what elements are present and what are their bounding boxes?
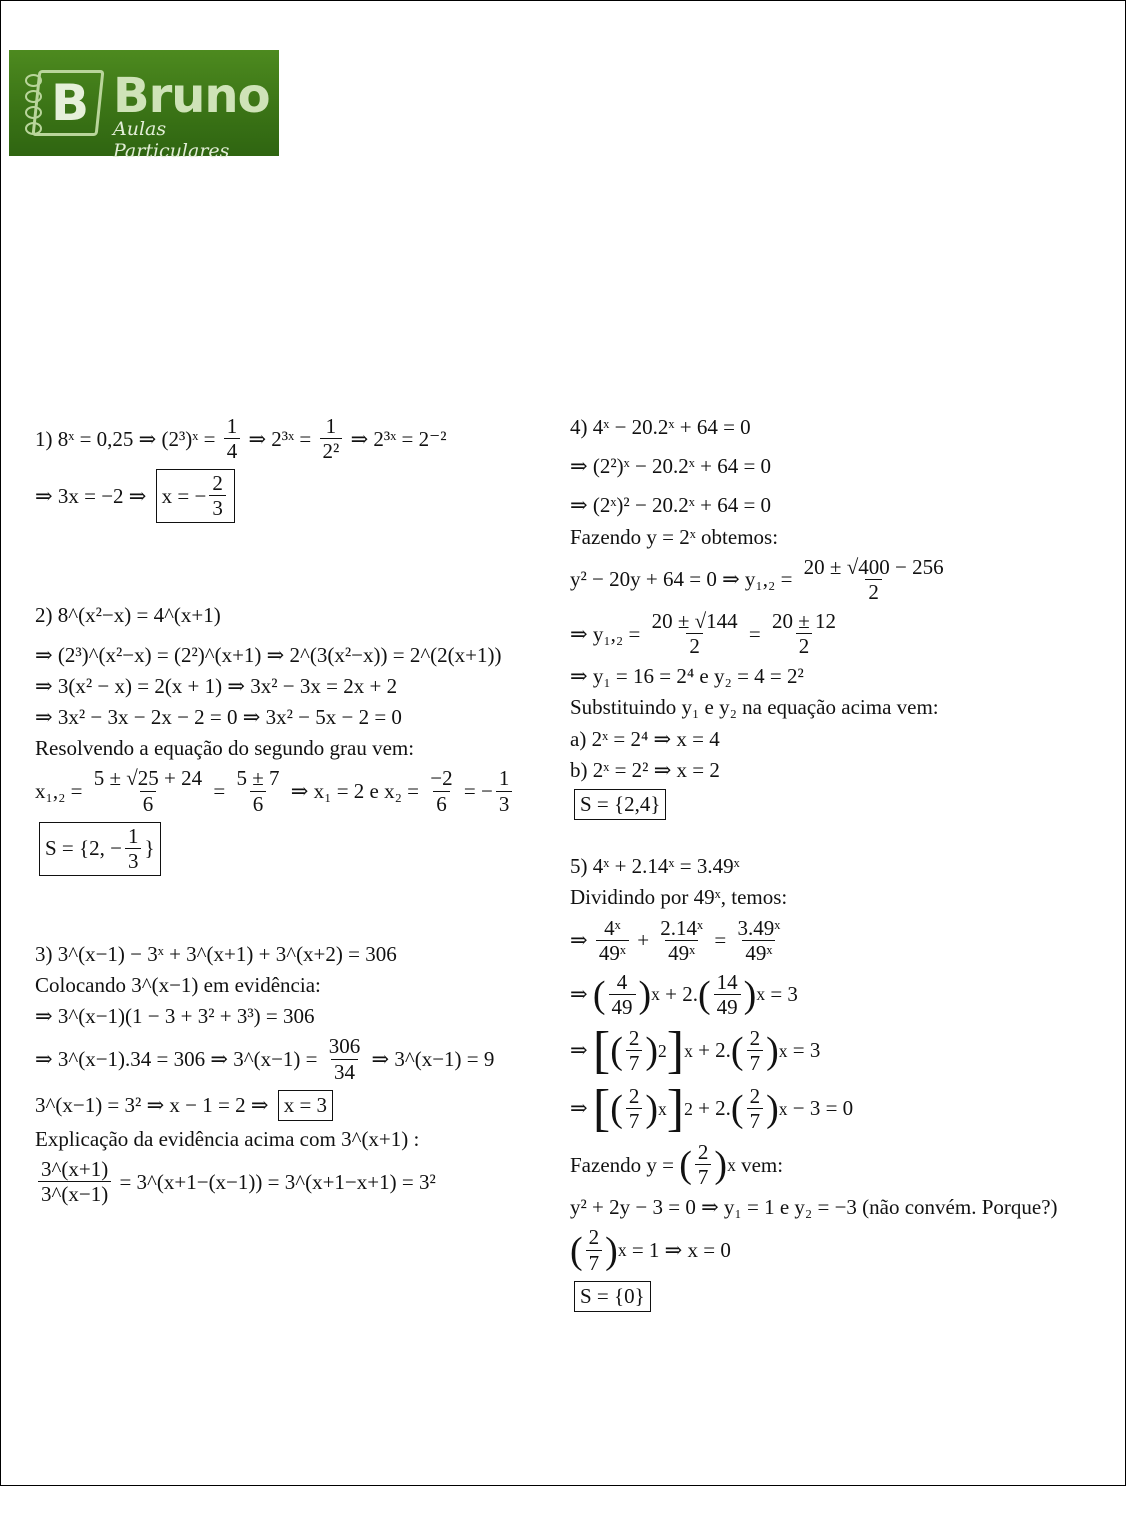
p3-line-2: Colocando 3^(x−1) em evidência: <box>35 973 321 998</box>
right-column <box>570 415 1110 1312</box>
fraction: $\frac{2}{7}$ <box>586 1226 603 1274</box>
fraction: $\frac{2}{3}$ <box>209 472 226 520</box>
fraction: $\frac{5 \pm √25 + 24}{6}$ <box>93 766 203 816</box>
p5-line-1: 5) 4ˣ + 2.14ˣ = 3.49ˣ <box>570 854 740 879</box>
fraction: $\frac{\text{3.49ˣ}}{\text{49ˣ}}$ <box>737 915 781 965</box>
p5-line-8: y² + 2y − 3 = 0 ⇒ y₁ = 1 e y₂ = −3 (não convém. Porque?) <box>570 1195 1058 1220</box>
answer-box: x = 3 <box>278 1090 333 1121</box>
p4-line-7: ⇒ y₁ = 16 = 2⁴ e y₂ = 4 = 2² <box>570 664 804 689</box>
p1-line-1: 1) 8ˣ = 0,25 ⇒ (2³)ˣ = $\frac{1}{4}$ ⇒ 2³ˣ = $\frac{1}{\text{2²}}$ ⇒ 2³ˣ = 2⁻² <box>35 414 447 464</box>
answer-box: x = − $\frac{2}{3}$ <box>156 469 235 523</box>
p5-line-9: ( $\frac{2}{7}$ ) x = 1 ⇒ x = 0 <box>570 1225 731 1275</box>
p4-line-10: b) 2ˣ = 2² ⇒ x = 2 <box>570 757 720 782</box>
fraction: $\frac{2}{7}$ <box>626 1027 643 1075</box>
p2-line-3: ⇒ 3(x² − x) = 2(x + 1) ⇒ 3x² − 3x = 2x + 2 <box>35 673 398 698</box>
fraction: $\frac{2}{7}$ <box>747 1027 764 1075</box>
fraction: $\frac{\text{4ˣ}}{\text{49ˣ}}$ <box>596 917 629 965</box>
logo-letter: B <box>51 74 90 132</box>
p2-line-1: 2) 8^(x²−x) = 4^(x+1) <box>35 603 221 628</box>
p3-line-5: 3^(x−1) = 3² ⇒ x − 1 = 2 ⇒ x = 3 <box>35 1090 535 1121</box>
fraction: $\frac{1}{\text{2²}}$ <box>320 415 343 463</box>
fraction: $\frac{4}{49}$ <box>609 971 636 1019</box>
fraction: $\frac{3\^{}(x+1)}{3\^{}(x-1)}$ <box>38 1158 111 1206</box>
p3-line-4: ⇒ 3^(x−1).34 = 306 ⇒ 3^(x−1) = $\frac{306}{34}$ ⇒ 3^(x−1) = 9 <box>35 1034 495 1084</box>
fraction: $\frac{2}{7}$ <box>695 1141 712 1189</box>
p4-line-1: 4) 4ˣ − 20.2ˣ + 64 = 0 <box>570 415 751 439</box>
fraction: $\frac{14}{49}$ <box>714 971 741 1019</box>
answer-box: S = {0} <box>574 1281 651 1312</box>
left-column <box>35 415 535 1206</box>
fraction: $\frac{306}{34}$ <box>328 1034 361 1084</box>
p2-line-2: ⇒ (2³)^(x²−x) = (2²)^(x+1) ⇒ 2^(3(x²−x)) = 2^(2(x+1)) <box>35 642 502 667</box>
fraction: $\frac{1}{3}$ <box>496 767 513 815</box>
p5-answer-line <box>570 1281 1110 1312</box>
p3-line-7: $\frac{3\^{}(x+1)}{3\^{}(x-1)}$ = 3^(x+1−(x−1)) = 3^(x+1−x+1) = 3² <box>35 1158 535 1206</box>
fraction: $\frac{1}{4}$ <box>224 415 241 463</box>
p4-line-2: ⇒ (2²)ˣ − 20.2ˣ + 64 = 0 <box>570 454 772 479</box>
fraction: $\frac{2}{7}$ <box>747 1085 764 1133</box>
p5-line-7: Fazendo y = ( $\frac{2}{7}$ ) x vem: <box>570 1140 784 1190</box>
fraction: $\frac{1}{3}$ <box>125 825 142 873</box>
p4-line-9: a) 2ˣ = 2⁴ ⇒ x = 4 <box>570 726 720 751</box>
p3-line-6: Explicação da evidência acima com 3^(x+1) : <box>35 1126 420 1151</box>
logo-tagline: Aulas Particulares <box>113 118 230 162</box>
fraction: $\frac{-2}{6}$ <box>430 766 453 816</box>
p4-line-4: Fazendo y = 2ˣ obtemos: <box>570 524 779 549</box>
p5-line-4: ⇒ ( $\frac{4}{49}$ ) x + 2. ( $\frac{14}{49}$ ) x = 3 <box>570 969 798 1019</box>
p3-line-1: 3) 3^(x−1) − 3ˣ + 3^(x+1) + 3^(x+2) = 306 <box>35 941 397 966</box>
p1-line-2: ⇒ 3x = −2 ⇒ x = − $\frac{2}{3}$ <box>35 469 535 523</box>
p4-line-3: ⇒ (2ˣ)² − 20.2ˣ + 64 = 0 <box>570 493 772 518</box>
fraction: $\frac{20 \pm √144}{2}$ <box>651 608 738 659</box>
fraction: $\frac{2}{7}$ <box>626 1085 643 1133</box>
p2-answer-line <box>35 822 535 876</box>
p4-line-5: y² − 20y + 64 = 0 ⇒ y₁,₂ = $\frac{20 \pm √400 - 256}{2}$ <box>570 556 1110 604</box>
p4-line-6: ⇒ y₁,₂ = $\frac{20 \pm √144}{2}$ = $\frac{20 \pm 12}{2}$ <box>570 610 1110 658</box>
fraction: $\frac{5 \pm 7}{6}$ <box>236 766 280 816</box>
logo-name: Bruno <box>113 68 270 124</box>
answer-box: S = {2,4} <box>574 789 666 820</box>
p5-line-6: ⇒ [ ( $\frac{2}{7}$ ) x ] 2 + 2. ( $\frac{2}{7}$ ) x − 3 = 0 <box>570 1080 854 1137</box>
answer-box: S = {2, − $\frac{1}{3}$ } <box>39 822 161 876</box>
p2-line-4: ⇒ 3x² − 3x − 2x − 2 = 0 ⇒ 3x² − 5x − 2 = 0 <box>35 705 402 730</box>
fraction: $\frac{20 \pm 12}{2}$ <box>772 608 837 659</box>
p2-line-6: x₁,₂ = $\frac{5 \pm √25 + 24}{6}$ = $\frac{5 \pm 7}{6}$ ⇒ x₁ = 2 e x₂ = $\frac{-2}{6}$ = − $\frac{1}{3}$ <box>35 767 535 815</box>
p5-line-5: ⇒ [ ( $\frac{2}{7}$ ) 2 ] x + 2. ( $\frac{2}{7}$ ) x = 3 <box>570 1022 821 1079</box>
p3-line-3: ⇒ 3^(x−1)(1 − 3 + 3² + 3³) = 306 <box>35 1004 315 1029</box>
fraction: $\frac{\text{2.14ˣ}}{\text{49ˣ}}$ <box>660 915 704 965</box>
logo <box>9 50 279 162</box>
p4-answer-line <box>570 789 1110 820</box>
p4-line-8: Substituindo y₁ e y₂ na equação acima vem: <box>570 695 939 720</box>
p5-line-3: ⇒ $\frac{\text{4ˣ}}{\text{49ˣ}}$ + $\frac{\text{2.14ˣ}}{\text{49ˣ}}$ = $\frac{\text{3.49ˣ}}{\text{49ˣ}}$ <box>570 917 1110 965</box>
fraction: $\frac{20 \pm √400 - 256}{2}$ <box>803 554 944 604</box>
p5-line-2: Dividindo por 49ˣ, temos: <box>570 885 788 910</box>
p2-line-5: Resolvendo a equação do segundo grau vem: <box>35 736 415 761</box>
